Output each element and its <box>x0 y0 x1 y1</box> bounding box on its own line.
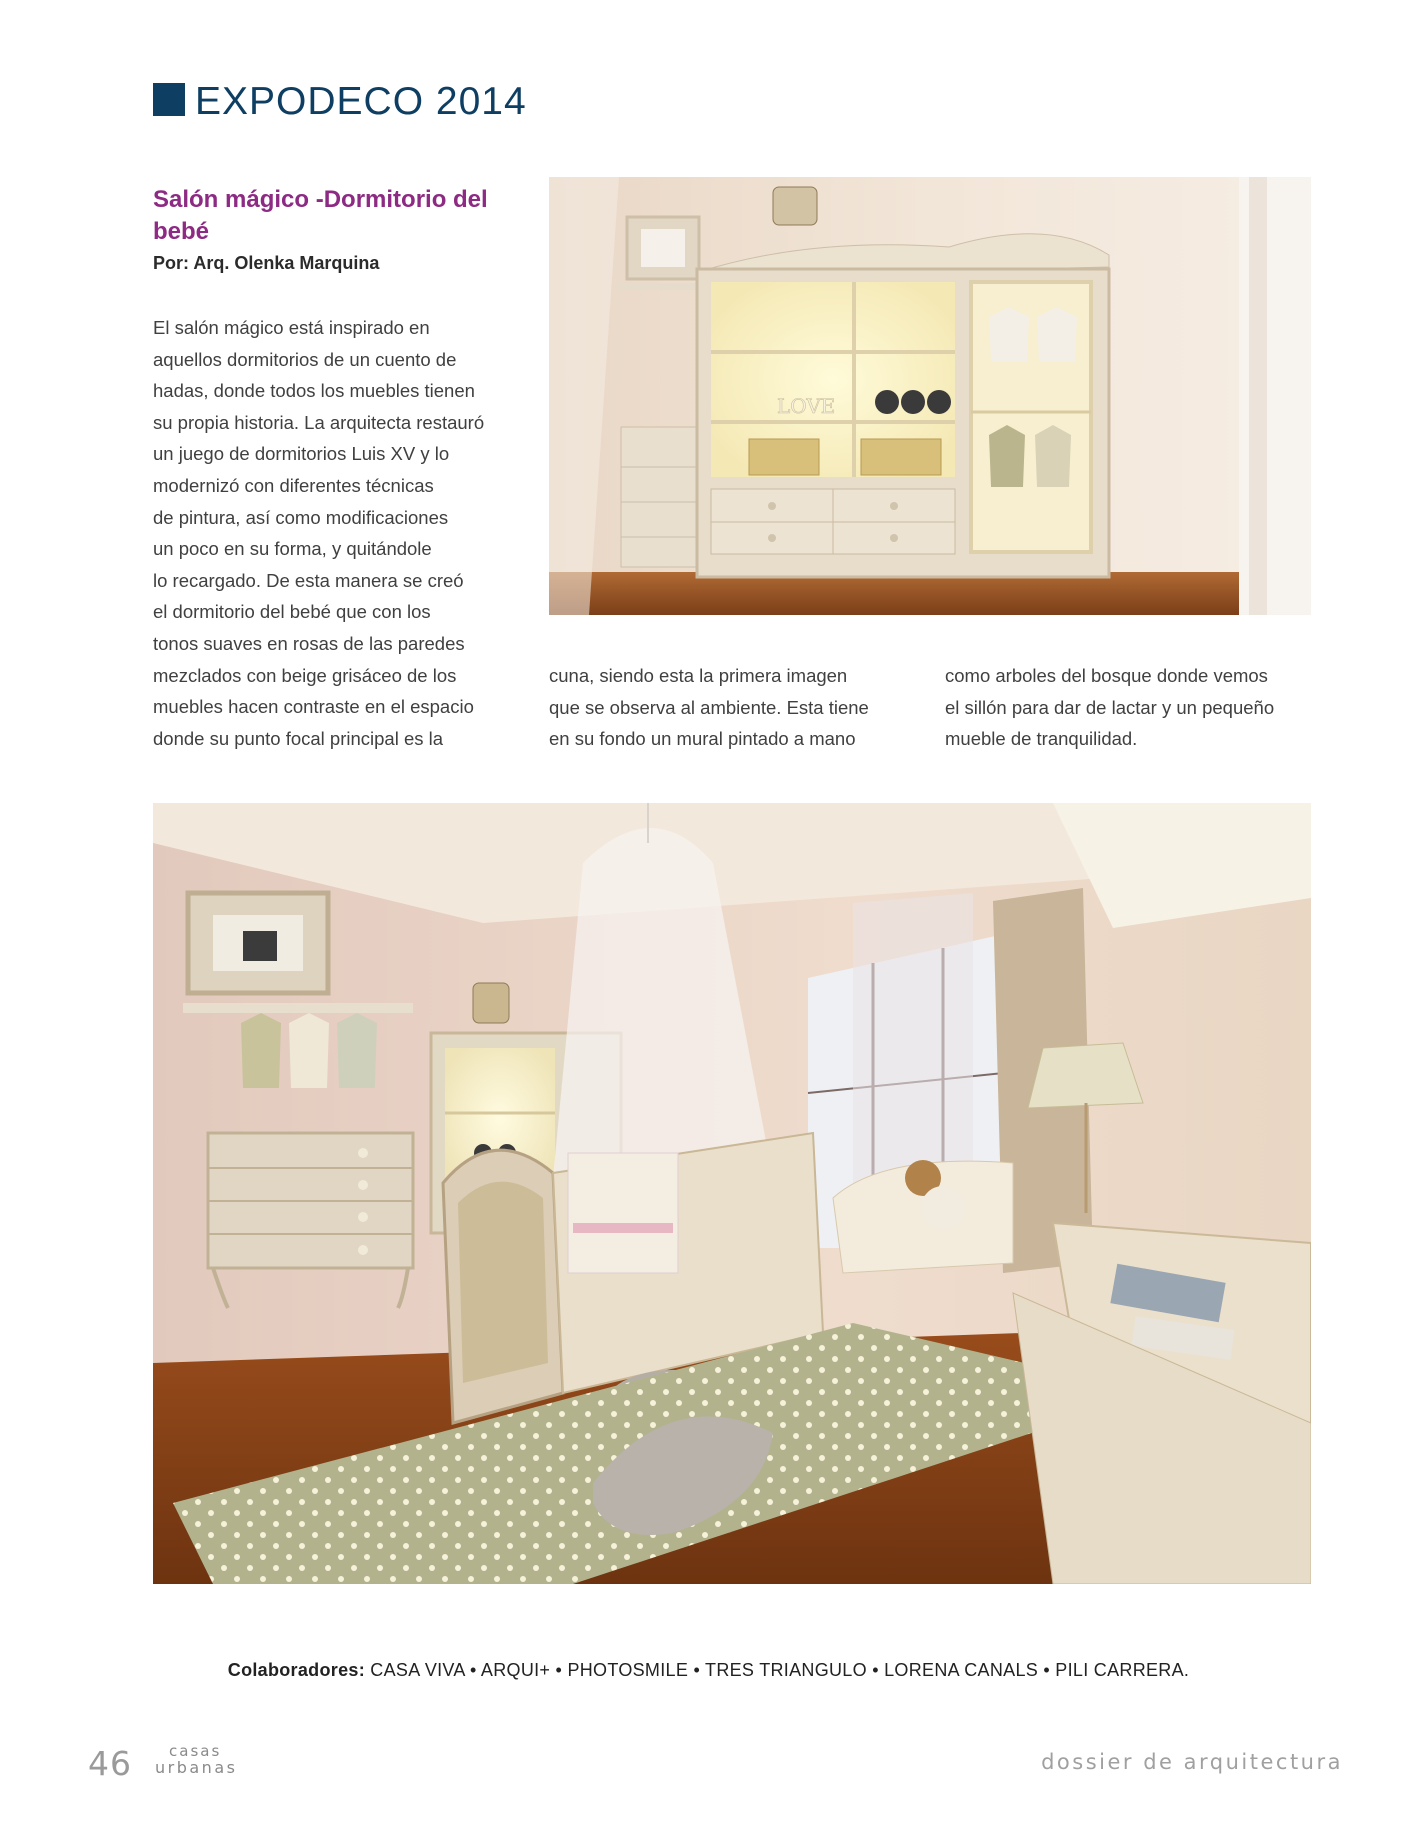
credits-line <box>0 1660 1417 1681</box>
text-line: como arboles del bosque donde vemos <box>945 665 1268 686</box>
credits-text: CASA VIVA • ARQUI+ • PHOTOSMILE • TRES TRIANGULO • LORENA CANALS • PILI CARRERA. <box>365 1660 1190 1680</box>
nursery-cabinet-illustration <box>549 177 1311 615</box>
article-author: Por: Arq. Olenka Marquina <box>153 253 380 273</box>
text-line: un juego de dormitorios Luis XV y lo <box>153 443 450 465</box>
logo-line-1: casas <box>169 1742 222 1760</box>
text-line: aquellos dormitorios de un cuento de <box>153 348 457 370</box>
text-line: mezclados con beige grisáceo de los <box>153 664 457 686</box>
nursery-room-illustration <box>153 803 1311 1584</box>
text-line: el sillón para dar de lactar y un pequeño <box>945 696 1275 718</box>
text-line: cuna, siendo esta la primera imagen <box>549 665 848 686</box>
magazine-logo <box>155 1744 250 1778</box>
text-line: que se observa al ambiente. Esta tiene <box>549 696 869 718</box>
body-column-1 <box>153 312 493 754</box>
text-line: el dormitorio del bebé que con los <box>153 601 431 623</box>
nursery-cabinet-photo <box>549 177 1311 615</box>
nursery-room-photo <box>153 803 1311 1584</box>
page-number: 46 <box>88 1744 132 1783</box>
article-title: Salón mágico -Dormitorio del bebé <box>153 186 488 245</box>
section-title: EXPODECO 2014 <box>195 80 527 123</box>
text-line: hadas, donde todos los muebles tienen <box>153 380 475 402</box>
love-sign: LOVE <box>777 394 836 418</box>
logo-line-2: urbanas <box>155 1758 238 1777</box>
credits-label: Colaboradores: <box>227 1660 365 1680</box>
body-column-3 <box>945 660 1305 755</box>
text-line: en su fondo un mural pintado a mano <box>549 728 856 750</box>
text-line: un poco en su forma, y quitándole <box>153 538 432 560</box>
text-line: lo recargado. De esta manera se creó <box>153 569 464 591</box>
text-line: su propia historia. La arquitecta restauró <box>153 411 485 433</box>
text-line: mueble de tranquilidad. <box>945 728 1138 750</box>
text-line: El salón mágico está inspirado en <box>153 317 430 338</box>
text-line: muebles hacen contraste en el espacio <box>153 696 474 718</box>
body-column-2 <box>549 660 879 755</box>
text-line: donde su punto focal principal es la <box>153 727 444 749</box>
text-line: modernizó con diferentes técnicas <box>153 474 434 496</box>
text-line: tonos suaves en rosas de las paredes <box>153 632 465 654</box>
text-line: de pintura, así como modificaciones <box>153 506 449 528</box>
running-footer: dossier de arquitectura <box>1041 1750 1343 1774</box>
section-marker <box>153 83 185 116</box>
